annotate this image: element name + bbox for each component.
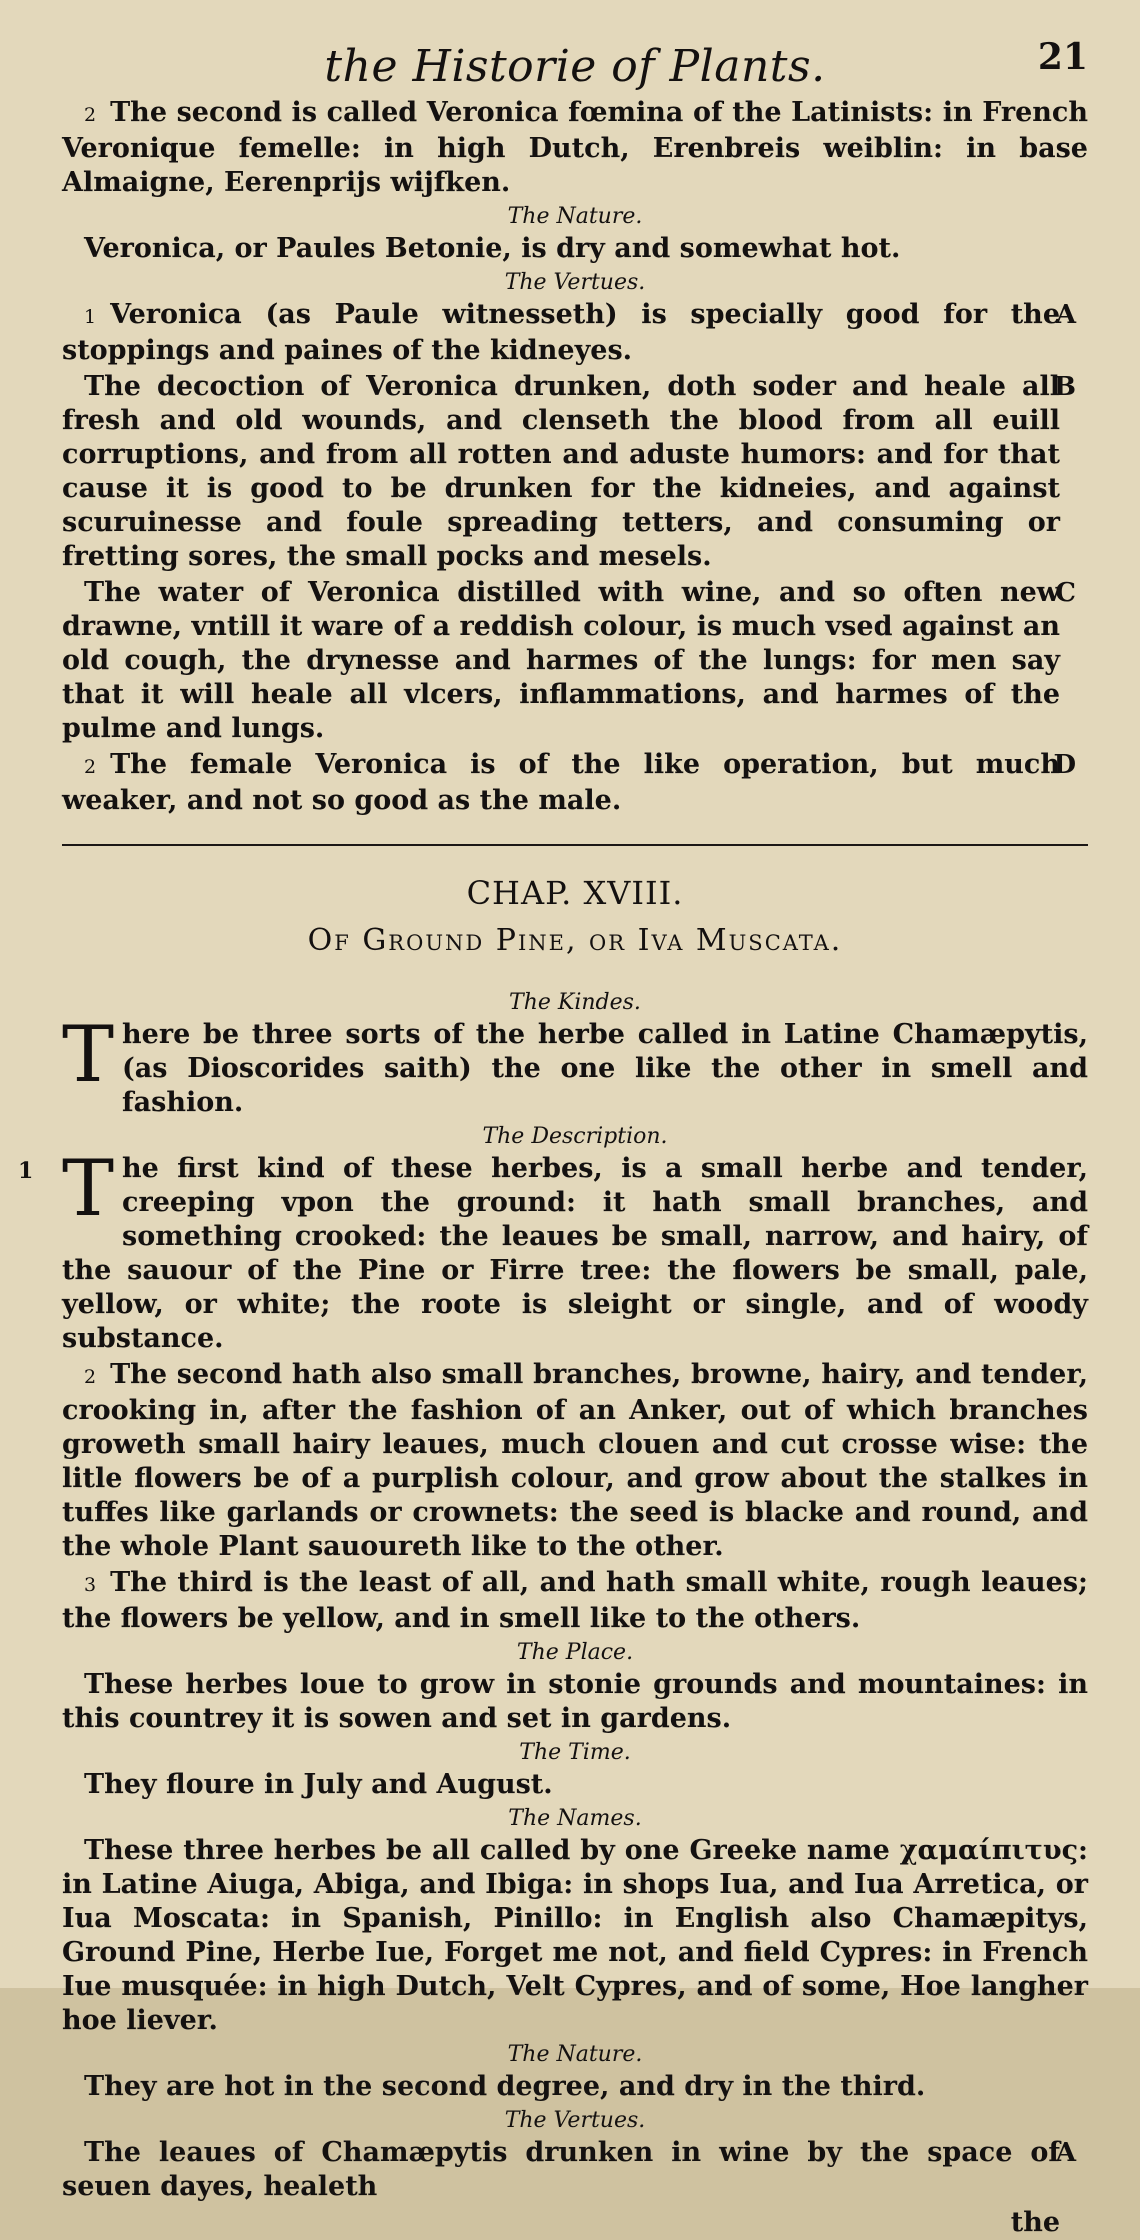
section-rubric-description: The Description. (482, 1124, 668, 1149)
chapter-title: Of Ground Pine, or Iva Muscata. (307, 923, 843, 958)
section-rubric-place: The Place. (516, 1640, 634, 1665)
drop-cap: T (62, 1144, 115, 1234)
paragraph-nature: Veronica, or Paules Betonie, is dry and somewhat hot. (84, 233, 901, 264)
chapter-heading: CHAP. XVIII. (466, 874, 684, 912)
chapter-divider (62, 844, 1088, 846)
paragraph-kindes: There be three sorts of the herbe called in Latine Chamæpytis, (as Dioscorides saith) the one like the other in smell and fashion. (62, 1010, 1088, 1118)
paragraph-time: They floure in July and August. (84, 1769, 553, 1800)
running-title: the Historie of Plants. (324, 41, 826, 92)
vertues-chap-a: The leaues of Chamæpytis drunken in wine by the space of seuen dayes, healeth A (62, 2137, 1076, 2202)
margin-letter: C (1055, 578, 1076, 608)
description-3: 3 The third is the least of all, and hath small white, rough leaues; the flowers be yellow, and in smell like to the others. (62, 1567, 1088, 1634)
section-rubric: The Nature. (507, 204, 643, 229)
section-rubric-nature: The Nature. (507, 2042, 643, 2067)
margin-letter: B (1054, 372, 1076, 402)
paragraph-names: These three herbes be all called by one Greeke name χαμαίπιτυς: in Latine Aiuga, Abiga, and Ibiga: in shops Iua, and Iua Arretica, or Iua Moscata: in Spanish, Pinillo: in English also Chamæpitys, Ground Pine, Herbe Iue, Forget me not, and field Cypres: in French Iue musquée: in high Dutch, Velt Cypres, and of some, Hoe langher hoe liever. (62, 1835, 1088, 2036)
item-number: 1 (18, 1158, 34, 1184)
vertue-c: The water of Veronica distilled with wine, and so often new drawne, vntill it ware of a reddish colour, is much vsed against an old cough, the drynesse and harmes of the lungs: for men say that it will heale all vlcers, inflammations, and harmes of the pulme and lungs. C (62, 577, 1076, 744)
section-rubric-vertues: The Vertues. (504, 2108, 646, 2133)
vertue-b: The decoction of Veronica drunken, doth soder and heale all fresh and old wounds, and clenseth the blood from all euill corruptions, and from all rotten and aduste humors: and for that cause it is good to be drunken for the kidneies, and against scuruinesse and foule spreading tetters, and consuming or fretting sores, the small pocks and mesels. B (62, 371, 1076, 572)
drop-cap: T (62, 1010, 115, 1100)
item-number: 2 (84, 1366, 97, 1388)
section-rubric-time: The Time. (519, 1740, 631, 1765)
margin-letter: A (1055, 300, 1076, 330)
section-rubric-names: The Names. (508, 1806, 642, 1831)
margin-letter: A (1055, 2138, 1076, 2168)
vertue-a: 1 Veronica (as Paule witnesseth) is specially good for the stoppings and paines of the kidneyes. A (62, 299, 1076, 366)
vertue-d: 2 The female Veronica is of the like operation, but much weaker, and not so good as the male. D (62, 749, 1076, 816)
section-rubric-kindes: The Kindes. (509, 990, 641, 1015)
page-header (62, 38, 1088, 96)
margin-letter: D (1053, 750, 1076, 780)
description-2: 2 The second hath also small branches, browne, hairy, and tender, crooking in, after the fashion of an Anker, out of which branches groweth small hairy leaues, much clouen and cut crosse wise: the litle flowers be of a purplish colour, and grow about the stalkes in tuffes like garlands or crownets: the seed is blacke and round, and the whole Plant sauoureth like to the other. (62, 1359, 1088, 1562)
item-number: 1 (84, 306, 97, 328)
item-number: 3 (84, 1574, 97, 1596)
paragraph-nature-chap: They are hot in the second degree, and dry in the third. (84, 2071, 926, 2102)
item-number: 2 (84, 756, 97, 778)
paragraph-veronica-femina: 2 The second is called Veronica fœmina of the Latinists: in French Veronique femelle: in high Dutch, Erenbreis weiblin: in base Almaigne, Eerenprijs wijfken. (62, 97, 1088, 198)
paragraph-place: These herbes loue to grow in stonie grounds and mountaines: in this countrey it is sowen and set in gardens. (62, 1669, 1088, 1734)
description-1: 1 The first kind of these herbes, is a small herbe and tender, creeping vpon the ground: it hath small branches, and something crooked: the leaues be small, narrow, and hairy, of the sauour of the Pine or Firre tree: the flowers be small, pale, yellow, or white; the roote is sleight or single, and of woody substance. (18, 1144, 1088, 1354)
catchword: the (1010, 2207, 1060, 2238)
section-rubric: The Vertues. (504, 270, 646, 295)
page-number: 21 (1037, 36, 1088, 78)
previous-chapter-section (62, 96, 1088, 818)
item-number: 2 (84, 104, 97, 126)
